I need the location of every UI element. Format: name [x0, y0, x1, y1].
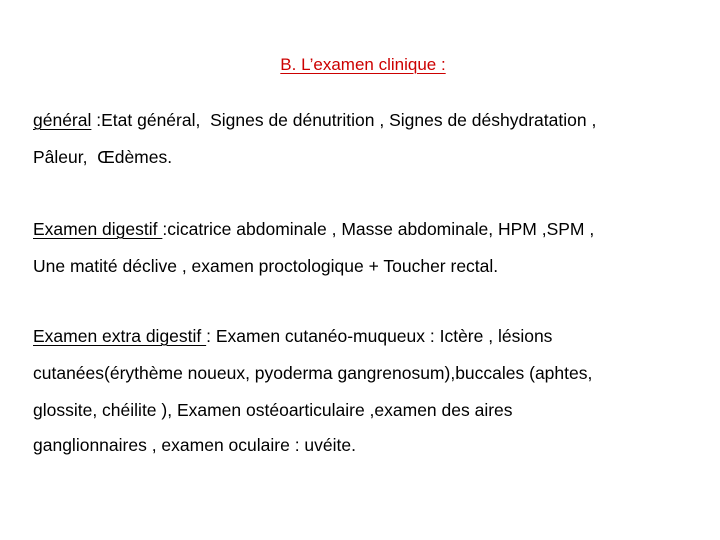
general-text-2: Pâleur, Œdèmes.: [33, 147, 173, 167]
digestif-label: Examen digestif: [33, 219, 163, 239]
extra-digestif-text-4: ganglionnaires , examen oculaire : uvéite.: [33, 435, 356, 455]
digestif-text-1: :cicatrice abdominale , Masse abdominale, HPM ,SPM ,: [162, 219, 595, 239]
slide-title: [0, 55, 720, 75]
general-line-1: [33, 109, 596, 131]
extra-digestif-text-2: cutanées(érythème noueux, pyoderma gangrenosum),buccales (aphtes,: [33, 363, 593, 383]
extra-digestif-line-1: [33, 325, 552, 347]
extra-digestif-label: Examen extra digestif: [33, 326, 207, 346]
digestif-line-1: [33, 218, 594, 240]
general-label: général: [33, 110, 92, 130]
extra-digestif-line-3: [33, 399, 513, 421]
extra-digestif-text-3: glossite, chéilite ), Examen ostéoarticulaire ,examen des aires: [33, 400, 513, 420]
slide-title-text: B. L’examen clinique :: [280, 55, 446, 74]
digestif-line-2: [33, 255, 498, 277]
general-text-1: :Etat général, Signes de dénutrition , Signes de déshydratation ,: [91, 110, 597, 130]
digestif-text-2: Une matité déclive , examen proctologique + Toucher rectal.: [33, 256, 499, 276]
extra-digestif-line-4: [33, 434, 356, 456]
general-line-2: [33, 146, 172, 168]
extra-digestif-line-2: [33, 362, 592, 384]
extra-digestif-text-1: : Examen cutanéo-muqueux : Ictère , lésions: [206, 326, 553, 346]
